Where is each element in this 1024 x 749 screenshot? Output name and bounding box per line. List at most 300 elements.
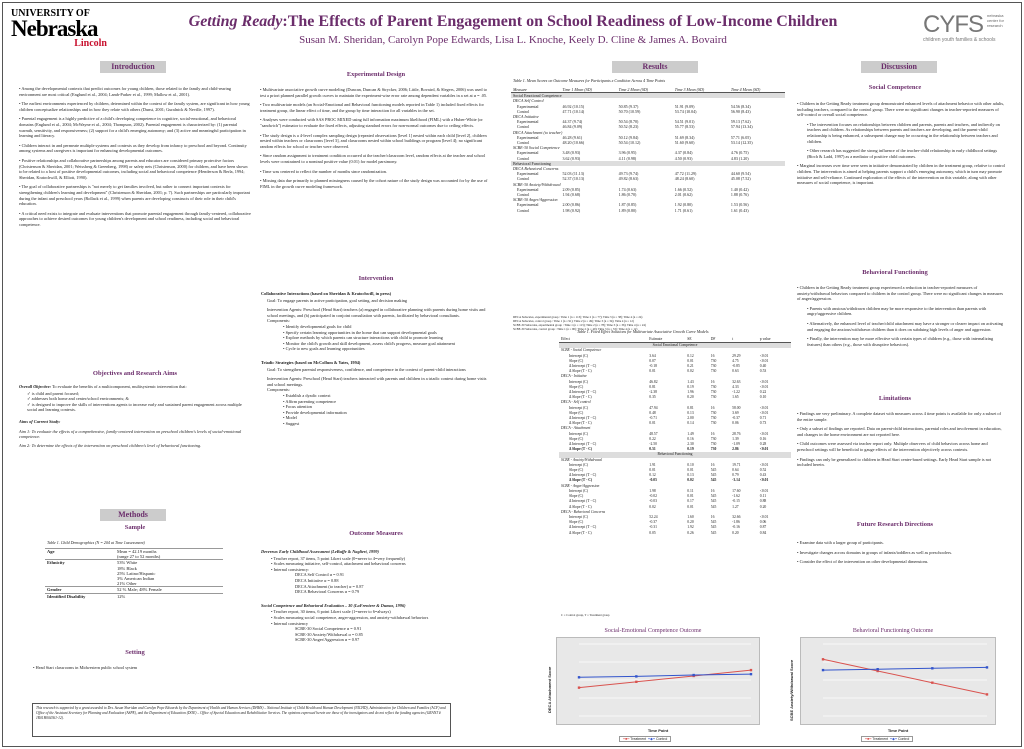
fixed-cell: Δ Slope (T - C) <box>569 530 592 535</box>
component-item: • Identify developmental goals for child <box>283 323 352 329</box>
means-table <box>511 87 785 213</box>
means-cell: 1.71 (0.61) <box>674 207 693 213</box>
fixed-cell: 0.52 <box>759 468 767 473</box>
means-col-header: Time 3 Mean (SD) <box>673 87 729 93</box>
fixed-cell: <0.01 <box>759 514 769 519</box>
fixed-cell: 0.01 <box>649 369 656 374</box>
bullet-item: • Parental engagement is a highly predictive of a child's developing competence in cognitive, social-emotional, and behavioral domains (Englund et al., 2004; McWayne et al., 2004; Thompson, 2002). Parental engagement is characterized by: (1) parental warmth, sensitivity, and responsiveness; (2) support for a child's emerging autonomy; and (3) active and meaningful participation in learning and literacy. <box>19 116 246 139</box>
spacer <box>261 352 493 360</box>
objective-checklist <box>19 391 251 413</box>
fixed-cell: 28.76 <box>732 431 741 436</box>
fixed-cell: 1.96 <box>687 390 694 395</box>
fixed-cell: <0.01 <box>759 447 769 452</box>
fixed-cell: -0.37 <box>649 520 657 525</box>
poster <box>2 2 1022 747</box>
means-cell: 3.48 (0.93) <box>562 150 581 156</box>
means-cell: 46.92 (10.15) <box>562 103 585 109</box>
fixed-cell: 0.01 <box>687 504 694 509</box>
design-text <box>260 87 492 193</box>
means-cell: 47.71 (10.14) <box>562 108 585 114</box>
intervention-goal: Goal: To strengthen parental responsiveness, confidence, and competence in the context of parent-child interactions <box>267 366 466 372</box>
bullet-item: • Child outcomes were assessed via teacher report only. Multiple observers of child behaviors across home and preschool settings will be beneficial to gauge effects of the intervention objectively across contexts. <box>797 441 988 452</box>
component-item: • Establish a dyadic context <box>283 392 331 398</box>
fixed-cell: 1.39 <box>732 436 739 441</box>
means-cell: 55.77 (8.53) <box>674 124 695 130</box>
fixed-cell: 730 <box>710 436 717 441</box>
demographics-value: 21% Other <box>117 581 137 587</box>
outcome-measures-header: Outcome Measures <box>349 530 403 537</box>
data-point-control <box>692 674 694 676</box>
fixed-cell: 0.88 <box>759 499 767 504</box>
fixed-cell: Δ Slope (T - C) <box>569 478 593 483</box>
demographics-value: 3% American Indian <box>117 576 155 582</box>
fixed-cell: <0.01 <box>759 478 769 483</box>
fixed-cell: -0.15 <box>732 499 740 504</box>
fixed-cell: 0.28 <box>759 442 767 447</box>
fixed-cell: Δ Intercept (T - C) <box>569 390 597 395</box>
fixed-cell: <0.01 <box>759 410 769 415</box>
means-cell: Experimental <box>517 119 539 125</box>
bullet-item: • Other research has suggested the strong influence of the teacher-child relationship in early childhood settings (Birch & Ladd, 1997) as a mediator of positive child outcomes. <box>807 148 998 159</box>
fixed-cell: 0.20 <box>732 530 739 535</box>
data-point-control <box>635 675 637 677</box>
fixed-cell: 4.75 <box>732 358 739 363</box>
measure-item: • Internal consistency <box>271 620 309 626</box>
means-cell: 1.94 (0.68) <box>562 192 581 198</box>
fixed-cell: <0.01 <box>759 358 769 363</box>
title-rest: :The Effects of Parent Engagement on School Readiness of Low-Income Children <box>282 13 838 30</box>
fixed-cell: Slope (C) <box>569 358 584 363</box>
means-col-header: Time 1 Mean (SD) <box>561 87 617 93</box>
means-cell: 50.52 (8.23) <box>618 124 639 130</box>
fixed-cell: 545 <box>710 504 717 509</box>
chart2-svg <box>801 638 997 726</box>
means-cell: 52.37 (10.13) <box>562 176 585 182</box>
fixed-cell: Δ Intercept (T - C) <box>569 525 597 530</box>
means-cell: 4.37 (0.84) <box>674 150 693 156</box>
authors: Susan M. Sheridan, Carolyn Pope Edwards, Lisa L. Knoche, Keely D. Cline & James A. Bovaird <box>299 34 727 46</box>
fixed-cell: -0.85 <box>732 364 740 369</box>
fixed-cell: 0.07 <box>649 358 656 363</box>
fixed-cell: 730 <box>710 384 717 389</box>
means-cell: 45.08 (7.52) <box>730 176 751 182</box>
fixed-cell: 1.65 <box>732 395 739 400</box>
checklist-item: ✓ addresses both home and center/school environments; & <box>27 396 129 402</box>
measure-alpha: SCBE-30 Social Competence α = 0.91 <box>295 626 362 632</box>
bullet-item: • Analyses were conducted with SAS PROC MIXED using full information maximum likelihood (FIML) with a Huber-White (or "sandwich") estimator to evaluate the fixed effects, adjusting standard errors for non-normal outcomes due to ceiling effects. <box>260 117 483 128</box>
sample-header: Sample <box>124 524 146 531</box>
means-cell: 51.60 (9.60) <box>674 140 695 146</box>
legend2-control-marker: ━◆━ <box>890 737 897 741</box>
fixed-cell: 0.12 <box>649 473 656 478</box>
fixed-cell: 0.63 <box>732 369 739 374</box>
component-item: • Explore methods by which parents can structure interactions with child to promote learning <box>283 335 443 341</box>
fixed-cell: <0.01 <box>759 353 769 358</box>
fixed-cell: 0.02 <box>687 478 694 483</box>
fixed-cell: 52.24 <box>649 514 658 519</box>
fixed-cell: Intercept (C) <box>569 514 588 519</box>
bullet-item: • A critical need exists to integrate and evaluate interventions that promote parental engagement through family-centered, collaborative approaches to achieve desired outcomes for young children's development and school readiness, including social and behavioral competence. <box>19 210 251 227</box>
fixed-cell: 0.13 <box>687 410 694 415</box>
intervention-block <box>261 291 493 434</box>
bullet-item: • Positive relationships and collaborative partnerships among parents and educators are considered primary protective factors (Christenson & Sheridan, 2001; Weissberg & Greenberg, 1998) or safety nets (Christenson, 2000) for children, and have been shown to be related to a host of positive developmental outcomes, including social and behavioral competence (Henderson & Berla, 1994; Sheridan, Kratochwill, & Elliott, 1990). <box>19 157 248 180</box>
unl-logo <box>11 9 107 49</box>
component-item: • Monitor the child's growth and skill development, assess child's progress, measure goal attainment <box>283 340 455 346</box>
fixed-cell: 545 <box>710 520 717 525</box>
demographics-value: 12% <box>117 593 126 599</box>
chart1-plot <box>556 637 760 725</box>
fixed-cell: 730 <box>710 442 717 447</box>
measure-item: • Teacher report, 30 items, 6 point Likert scale (1=never to 6=always) <box>271 609 391 615</box>
fixed-cell: Slope (C) <box>569 494 584 499</box>
means-cell: 46.84 (9.09) <box>562 124 583 130</box>
poster-header <box>3 3 1021 55</box>
aim-item: Aim 1: To evaluate the effects of a comprehensive, family-centered intervention on preschool children's levels of social-emotional competence. <box>19 428 242 440</box>
means-cell: 57.71 (6.05) <box>730 134 751 140</box>
fixed-cell: Δ Intercept (T - C) <box>569 416 597 421</box>
bullet-item: • Consider the effect of the intervention on other developmental dimensions. <box>797 559 929 565</box>
future-research-text <box>797 540 1005 569</box>
data-point-treatment <box>931 682 933 684</box>
component-item: • Focus attention <box>283 404 312 410</box>
means-cell: 3.62 (0.93) <box>562 155 581 161</box>
means-cell: 50.12 (9.84) <box>618 134 639 140</box>
bullet-item: • Only a subset of findings are reported. Data on parent-child interactions, parental roles and involvement in education, and changes in the home environment are not reported here. <box>797 426 1002 437</box>
behavioral-header: Behavioral Functioning <box>862 269 928 276</box>
fixed-cell: -0.05 <box>649 478 657 483</box>
bullet-item: • Investigate changes across domains in groups of infants/toddlers as well as preschoolers. <box>797 549 953 555</box>
fixed-group-label: DECA - Behavioral Concerns <box>561 509 606 514</box>
fixed-cell: 16 <box>710 462 715 467</box>
measure-alpha: SCBE-30 Anger/Aggression α = 0.97 <box>295 637 360 643</box>
components-label: Components: <box>267 387 290 393</box>
fixed-cell: 0.48 <box>649 410 656 415</box>
means-table-caption: Table 1. Mean Scores on Outcome Measures for Participants x Condition Across 4 Time Points <box>513 78 666 83</box>
fixed-cell: 545 <box>710 473 717 478</box>
means-note: DECA Subscales, experimental group : Time 1 (n = 113); Time 2 (n = 77); Time 3 (n = 38); Time 4 (n = 24) <box>513 315 643 319</box>
aim-item: Aim 2: To determine the effects of the intervention on preschool children's level of behavioral functioning. <box>19 442 202 448</box>
means-cell: 53.74 (10.04) <box>674 108 697 114</box>
fixed-cell: 0.81 <box>687 405 694 410</box>
fixed-cell: Δ Intercept (T - C) <box>569 499 597 504</box>
fixed-cell: 0.06 <box>732 421 739 426</box>
fixed-cell: 0.40 <box>759 364 767 369</box>
bullet-item: • Examine data with a larger group of participants. <box>797 540 884 545</box>
fixed-cell: 0.19 <box>687 384 694 389</box>
fixed-cell: -2.50 <box>649 442 657 447</box>
fixed-cell: 1.27 <box>732 504 739 509</box>
means-cell: 1.66 (0.52) <box>674 186 693 192</box>
measure-alpha: SCBE-30 Anxiety/Withdrawal α = 0.85 <box>295 631 363 637</box>
introduction-text <box>19 86 251 231</box>
fixed-cell: 545 <box>710 525 717 530</box>
bullet-item: • Findings can only be generalized to children in Head Start center-based settings. Early Head Start sample is not included herein. <box>797 456 992 468</box>
intervention-agents: Intervention Agents: Preschool (Head Start) teachers interacted with parents and children in a triadic context during home visits and school meetings. <box>267 376 487 387</box>
fixed-cell: 2.30 <box>687 442 694 447</box>
means-cell: 52.03 (11.13) <box>562 171 585 177</box>
fixed-cell: 730 <box>710 416 717 421</box>
means-cell: Control <box>517 155 530 161</box>
fixed-cell: -0.31 <box>649 525 657 530</box>
fixed-effects-table <box>559 337 791 536</box>
fixed-cell: 0.71 <box>759 416 767 421</box>
fixed-effects-note: C = Control group, T = Treatment group <box>561 613 610 617</box>
spacer <box>261 595 493 603</box>
fixed-cell: 0.21 <box>687 364 694 369</box>
spacer <box>261 426 493 434</box>
legend-treatment-marker: ━■━ <box>623 737 630 741</box>
means-cell: 50.54 (10.12) <box>618 140 641 146</box>
series-line-treatment <box>579 670 751 688</box>
fixed-cell: 0.51 <box>649 447 656 452</box>
means-cell: 1.92 (0.80) <box>674 202 693 208</box>
means-cell: 47.72 (11.29) <box>674 171 697 177</box>
fixed-cell: 1.98 <box>649 488 656 493</box>
fixed-cell: Intercept (C) <box>569 431 588 436</box>
means-note: SCBE-30 Subscales, control group : Time 1 (n = 90); Time 2 (n = 49); Time 3 (n = 33); Time 4 (n = 12) <box>513 327 638 331</box>
fixed-cell: 19.71 <box>732 462 741 467</box>
fixed-cell: 730 <box>710 421 717 426</box>
fixed-cell: 0.73 <box>759 421 767 426</box>
discussion-header: Discussion <box>861 61 937 73</box>
measure-item: • Teacher report, 37 items, 5 point Likert scale (0=never to 4=very frequently) <box>271 555 406 561</box>
fixed-group-label: SCBE - Anger/Aggression <box>561 483 600 488</box>
fixed-cell: Δ Slope (T - C) <box>569 447 593 452</box>
demographics-label: Ethnicity <box>47 560 65 566</box>
chart1-ylabel: DECA Attachment Score <box>547 666 552 713</box>
means-cell: Control <box>517 140 530 146</box>
chart2-title: Behavioral Functioning Outcome <box>852 628 934 634</box>
fixed-section-label: Social Emotional Competence <box>559 343 791 349</box>
acknowledgment: This research is supported by a grant awarded to Drs. Susan Sheridan and Carolyn Pope Edwards by the Department of Health and Human Services (DHHS) – National Institute of Child Health and Human Development (NICHD), Administration for Children and Families (ACF) and Office of the Assistant Secretary for Planning and Evaluation (ASPE), and the Department of Education (DOE) – Office of Special Education and Rehabilitative Services. The opinions expressed herein are those of the investigators and do not reflect the funding agencies (GRANT # 1R01H004361-12). <box>32 703 451 737</box>
fixed-cell: 0.19 <box>687 447 694 452</box>
fixed-cell: 730 <box>710 447 717 452</box>
fixed-cell: -1.86 <box>732 520 740 525</box>
setting-text-value: Head Start classrooms in Midwestern public school system <box>35 665 138 670</box>
fixed-cell: 1.43 <box>687 379 694 384</box>
fixed-cell: <0.01 <box>759 488 769 493</box>
means-cell: 44.60 (9.54) <box>730 171 751 177</box>
demographics-label: Age <box>47 549 55 554</box>
data-point-treatment <box>578 686 580 688</box>
means-cell: 48.20 (10.66) <box>562 140 585 146</box>
aims-header: Aims of Current Study: <box>19 418 61 424</box>
fixed-cell: 0.87 <box>759 525 767 530</box>
checklist-item: ✓ is child and parent focused; <box>27 390 79 396</box>
introduction-header: Introduction <box>100 61 166 73</box>
setting-text: • Head Start classrooms in Midwestern public school system <box>33 665 138 670</box>
fixed-cell: -0.16 <box>732 525 740 530</box>
means-cell: 4.11 (0.98) <box>618 155 637 161</box>
means-group-label: SCBE-30 Anger/Aggression <box>513 197 558 203</box>
means-col-header: Time 2 Mean (SD) <box>617 87 673 93</box>
fixed-cell: Slope (C) <box>569 410 584 415</box>
chart1-legend-control: Control <box>655 737 668 741</box>
fixed-col-header: SE <box>685 337 708 343</box>
fixed-cell: 0.01 <box>687 358 694 363</box>
fixed-cell: 0.20 <box>687 520 694 525</box>
fixed-cell: 0.16 <box>759 436 767 441</box>
fixed-cell: 0.11 <box>759 494 767 499</box>
means-cell: Control <box>517 192 530 198</box>
means-section-label: Behavioral Functioning <box>511 161 785 166</box>
intervention-title: Triadic Strategies (based on McCollum & Yates, 1994) <box>261 359 361 365</box>
chart2-ylabel: SCBE Anxiety/Withdrawal Score <box>789 659 794 721</box>
fixed-cell: <0.01 <box>759 379 769 384</box>
fixed-cell: -0.02 <box>649 494 657 499</box>
means-cell: 51.91 (9.09) <box>674 103 695 109</box>
fixed-cell: 730 <box>710 364 717 369</box>
fixed-cell: 730 <box>710 369 717 374</box>
fixed-cell: 545 <box>710 530 717 535</box>
fixed-cell: 32.66 <box>732 514 741 519</box>
fixed-cell: 545 <box>710 494 717 499</box>
means-cell: Control <box>517 207 530 213</box>
fixed-cell: 16 <box>710 514 715 519</box>
fixed-cell: 1.91 <box>649 462 656 467</box>
fixed-cell: Δ Intercept (T - C) <box>569 364 597 369</box>
cyfs-logo <box>923 11 1015 47</box>
fixed-cell: 0.14 <box>687 421 694 426</box>
fixed-cell: 0.79 <box>732 473 739 478</box>
bullet-item: • The intervention focuses on relationships between children and parents, parents and teachers, and indirectly on teachers and children. As relationships between parents and teachers are developing, and the parent-child relationship is being enhanced, a subsequent change may be occurring in the relationship between teachers and children. <box>807 121 1000 144</box>
means-cell: 46.28 (9.61) <box>562 134 583 140</box>
methods-header: Methods <box>100 509 166 521</box>
objectives-header: Objectives and Research Aims <box>92 370 178 377</box>
bullet-item: • Among the developmental contexts that predict outcomes for young children, those related to the family and child-rearing environment are most critical (Englund et al., 2004; Lamb-Parker et al., 1999; Mallow et al., 2001). <box>19 86 231 97</box>
fixed-cell: 0.06 <box>759 520 767 525</box>
fixed-cell: Δ Intercept (T - C) <box>569 442 597 447</box>
checklist-item: ✓ is designed to improve the skills of interventions agents to increase early and sustained parent engagement across multiple social and learning contexts. <box>27 401 242 413</box>
means-data-row <box>511 208 785 213</box>
demographics-value: 18% Black <box>117 565 137 571</box>
fixed-group-label: DECA - Attachment <box>561 426 591 431</box>
fixed-group-label: DECA - Initiative <box>561 374 587 379</box>
means-cell: Experimental <box>517 202 539 208</box>
intervention-goal: Goal: To engage parents in active participation, goal setting, and decision making <box>267 297 408 303</box>
fixed-cell: 32.63 <box>732 379 741 384</box>
fixed-cell: <0.01 <box>759 384 769 389</box>
bullet-item: • The study design is a 4-level complex sampling design (repeated observations [level 1] nested within each child [level 2], children nested within teachers or classrooms [level 3], and classrooms nested within school buildings or program [level 4]; no significant random effects for school or teacher were observed. <box>260 132 487 149</box>
component-item: • Provide developmental information <box>283 409 347 415</box>
chart1-legend <box>619 736 671 742</box>
components-label: Components: <box>267 318 290 324</box>
demographics-value: 25% Latino/Hispanic <box>117 570 156 576</box>
means-cell: 2.09 (0.85) <box>562 186 581 192</box>
means-cell: 1.88 (0.76) <box>730 192 749 198</box>
fixed-cell: -1.22 <box>732 390 740 395</box>
measure-title: Devereux Early Childhood Assessment (LeBuffe & Naglieri, 1999) <box>261 549 379 554</box>
fixed-cell: 0.81 <box>649 384 656 389</box>
data-point-treatment <box>750 669 752 671</box>
fixed-cell: 2.00 <box>687 416 694 421</box>
fixed-cell: -0.18 <box>649 364 657 369</box>
measure-alpha: DECA Behavioral Concerns α = 0.79 <box>295 589 360 595</box>
fixed-cell: -0.71 <box>649 416 657 421</box>
fixed-cell: 3.64 <box>649 353 656 358</box>
limitations-text <box>797 411 1005 472</box>
fixed-cell: Intercept (C) <box>569 488 588 493</box>
chart2-legend <box>861 736 913 742</box>
means-cell: 1.74 (0.63) <box>618 186 637 192</box>
fixed-col-header: t <box>730 337 758 343</box>
demographics-value: (range 27 to 52 months) <box>117 554 161 560</box>
means-cell: 1.53 (0.56) <box>730 202 749 208</box>
design-header: Experimental Design <box>346 71 406 78</box>
fixed-cell: 0.02 <box>649 504 656 509</box>
means-col-header: Time 4 Mean (SD) <box>729 87 785 93</box>
fixed-cell: Slope (C) <box>569 468 584 473</box>
fixed-cell: Intercept (C) <box>569 462 588 467</box>
fixed-cell: 3.69 <box>732 410 739 415</box>
means-cell: 4.83 (1.20) <box>730 155 749 161</box>
means-group-label: SCBE-30 Anxiety/Withdrawal <box>513 181 561 187</box>
demographics-label: Gender <box>47 587 62 593</box>
demographics-value: 52 % Male; 48% Female <box>117 587 162 593</box>
fixed-cell: 48.57 <box>649 431 658 436</box>
behavioral-text <box>797 285 1005 351</box>
data-point-control <box>578 676 580 678</box>
means-cell: 56.90 (8.43) <box>730 108 751 114</box>
fixed-cell: 29.29 <box>732 353 741 358</box>
means-cell: 59.13 (7.62) <box>730 119 751 125</box>
fixed-cell: 0.11 <box>687 488 694 493</box>
measure-title: Social Competence and Behavioral Evaluation – 30 (LaFreniere & Dumas, 1996) <box>261 602 406 608</box>
means-cell: 50.70 (10.59) <box>618 108 641 114</box>
fixed-cell: 0.64 <box>732 468 739 473</box>
bullet-item: • Two multivariate models (an Social-Emotional and Behavioral functioning models reported in Table 1) included fixed effects for treatment group, the linear effect of time, and the group by time interaction for all variables in the set. <box>260 102 484 113</box>
bullet-item: • Alternatively, the enhanced level of teacher/child attachment may have a stronger or clearer impact on activating and engaging the anxious/withdrawn children than it does on subduing high levels of anger and aggression. <box>807 320 1004 332</box>
series-line-control <box>823 667 987 670</box>
measure-alpha: DECA Attachment (to teacher) α = 0.87 <box>295 583 364 589</box>
fixed-cell: 0.01 <box>687 468 694 473</box>
fixed-cell: Slope (C) <box>569 436 584 441</box>
means-cell: 3.96 (0.95) <box>618 150 637 156</box>
fixed-cell: 46.82 <box>649 379 658 384</box>
fixed-col-header: Effect <box>559 337 647 343</box>
fixed-cell: 545 <box>710 468 717 473</box>
data-point-control <box>750 673 752 675</box>
fixed-col-header: p value <box>758 337 791 343</box>
fixed-group-label: SCBE - Social Competence <box>561 348 602 353</box>
cyfs-logo-text: CYFS <box>923 11 984 38</box>
logo-line-3: Lincoln <box>74 38 107 49</box>
cyfs-logo-tagline: children youth families & schools <box>923 37 996 43</box>
means-cell: Experimental <box>517 150 539 156</box>
data-point-treatment <box>822 658 824 660</box>
cyfs-logo-subtext: nebraska center for research <box>987 13 1004 28</box>
fixed-cell: 47.94 <box>649 405 658 410</box>
component-item: • Specify certain learning opportunities in the home that can support developmental goals <box>283 329 437 335</box>
fixed-cell: Slope (C) <box>569 520 584 525</box>
bullet-item: • The goal of collaborative partnerships is "not merely to get families involved, but rather to connect important contexts for strengthening children's learning and development" (Christenson & Sheridan, 2001; p. 7). Such partnerships are particularly important during the infant and preschool years (Rollack et al., 1999) when parents are developing constructs of their role in their child's education. <box>19 184 250 207</box>
means-cell: Control <box>517 108 530 114</box>
means-cell: Experimental <box>517 186 539 192</box>
fixed-cell: -0.37 <box>732 416 740 421</box>
poster-title <box>133 13 893 31</box>
means-cell: 54.51 (9.01) <box>674 119 695 125</box>
fixed-col-header: DF <box>709 337 730 343</box>
bullet-item: • Missing data due primarily to planned missingness caused by the cohort nature of the study design was accounted for by the use of FIML in the growth curve modeling framework. <box>260 178 488 189</box>
measure-item: • Scales measuring social competence, anger-aggression, and anxiety-withdrawal behaviors <box>271 614 429 620</box>
chart2-legend-treatment: Treatment <box>872 737 889 741</box>
social-competence-text <box>797 101 1005 190</box>
intervention-header: Intervention <box>358 275 394 282</box>
logo-line-1: UNIVERSITY OF <box>11 8 90 19</box>
means-cell: 2.00 (0.86) <box>562 202 581 208</box>
aims-list <box>19 429 251 449</box>
data-point-control <box>986 666 988 668</box>
